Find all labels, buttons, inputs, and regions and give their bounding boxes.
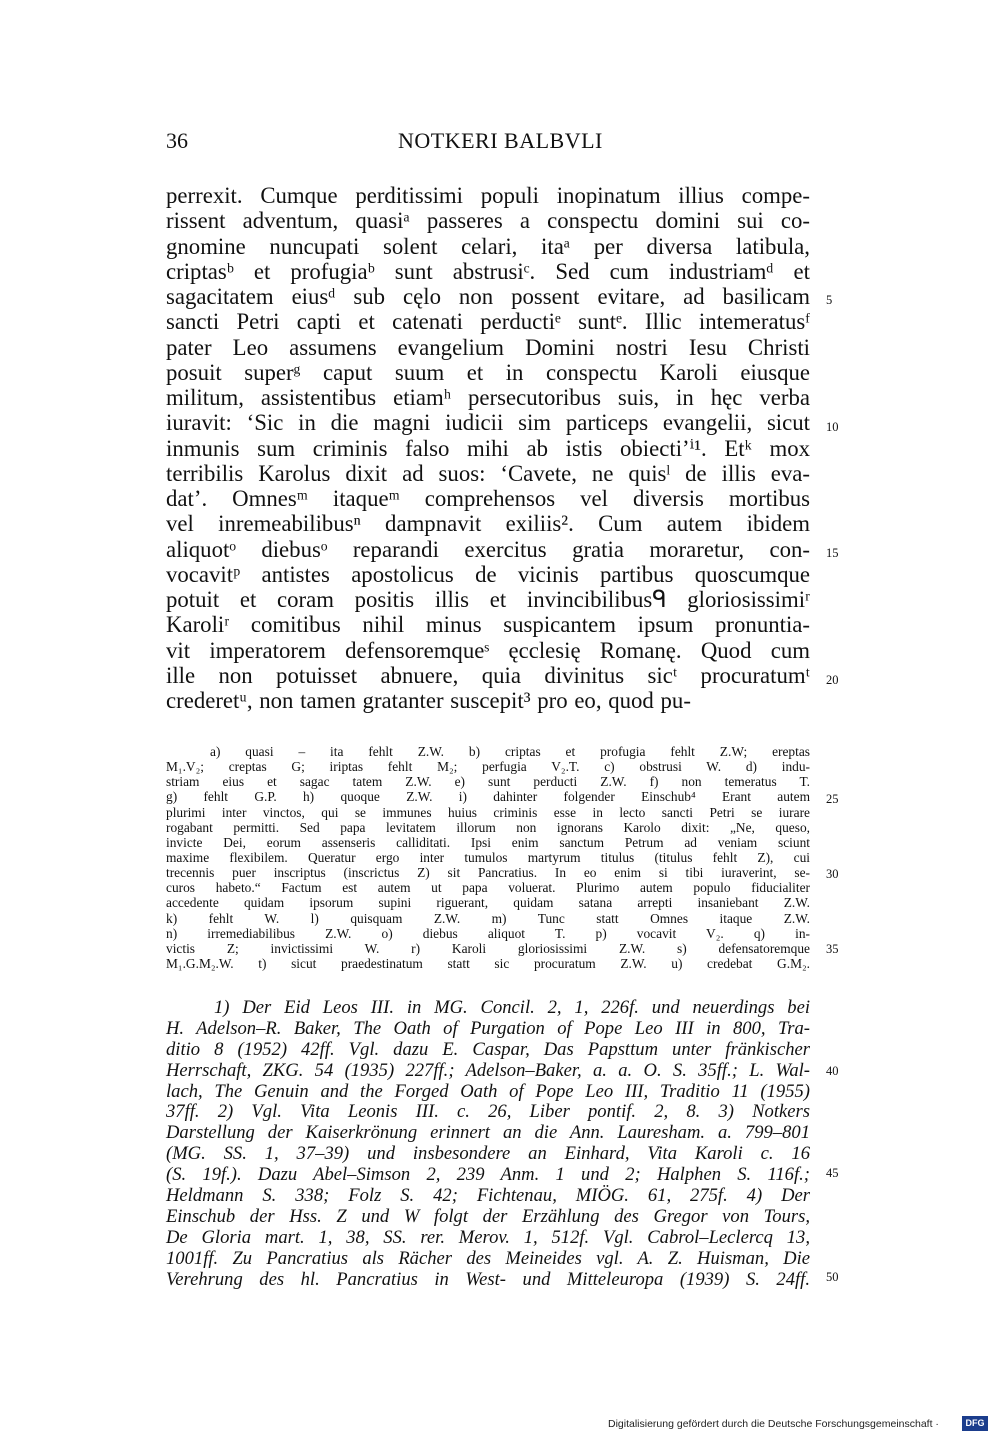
footnote-line: Herrschaft, ZKG. 54 (1935) 227ff.; Adelson–Baker, a. a. O. S. 35ff.; L. Wal- [166, 1059, 810, 1081]
apparatus-line: k) fehlt W. l) quisquam Z.W. m) Tunc statt Omnes itaque Z.W. [166, 910, 810, 926]
line-number: 10 [826, 420, 839, 434]
apparatus-line: plurimi inter vinctos, qui se immunes huius criminis esse in lecto sancti Petri se iurare [166, 804, 810, 820]
line-number: 20 [826, 673, 839, 687]
apparatus-line: invicte Dei, eorum assenseris calliditati. Ipsi enim sanctum Petrum ad veniam sciunt [166, 834, 810, 850]
main-line: militum, assistentibus etiamʰ persecutoribus suis, in hęc verba [166, 385, 810, 410]
footnote-line: lach, The Genuin and the Forged Oath of Pope Leo III, Traditio 11 (1955) [166, 1080, 810, 1102]
line-number: 45 [826, 1166, 839, 1180]
line-number: 40 [826, 1064, 839, 1078]
main-line: sagacitatem eiusᵈ sub cęlo non possent evitare, ad basilicam [166, 284, 810, 309]
main-line: criptasᵇ et profugiaᵇ sunt abstrusiᶜ. Sed cum industriamᵈ et [166, 258, 810, 284]
line-number: 30 [826, 867, 839, 881]
page-number: 36 [166, 128, 188, 153]
running-title: NOTKERI BALBVLI [398, 128, 603, 153]
footnote-line: (S. 19f.). Dazu Abel–Simson 2, 239 Anm. 1 und 2; Halphen S. 116f.; [166, 1164, 810, 1186]
apparatus-line: victis Z; invictissimi W. r) Karoli gloriosissimi Z.W. s) defensatoremque [166, 940, 810, 956]
apparatus-line: rogabant permitti. Sed papa levitatem illorum non ignorans Karolo dixit: „Ne, queso, [166, 819, 810, 835]
main-line: gnomine nuncupati solent celari, itaᵃ per diversa latibula, [166, 233, 810, 259]
apparatus-line: n) irremediabilibus Z.W. o) diebus aliquot T. p) vocavit V₂. q) in- [166, 925, 810, 941]
footnotes [166, 998, 810, 1290]
critical-apparatus [166, 744, 810, 971]
footnote-line: Einschub der Hss. Z und W folgt der Erzählung des Gregor von Tours, [166, 1205, 810, 1227]
main-line: aliquotᵒ diebusᵒ reparandi exercitus gratia moraretur, con- [166, 536, 810, 562]
main-line: ille non potuisset abnuere, quia divinitus sicᵗ procuratumᵗ [166, 662, 810, 688]
main-line: potuit et coram positis illis et invincibilibusᑫ gloriosissimiʳ [166, 587, 810, 612]
apparatus-line: a) quasi – ita fehlt Z.W. b) criptas et profugia fehlt Z.W; ereptas [210, 744, 810, 759]
footnote-line: (MG. SS. 1, 37–39) und insbesondere an Einhard, Vita Karoli c. 16 [166, 1143, 810, 1165]
line-number: 35 [826, 942, 839, 956]
footnote-line: H. Adelson–R. Baker, The Oath of Purgation of Pope Leo III in 800, Tra- [166, 1017, 810, 1039]
main-line: posuit superᵍ caput suum et in conspectu Karoli eiusque [166, 359, 810, 385]
footnote-line: ditio 8 (1952) 42ff. Vgl. dazu E. Caspar, Das Papsttum unter fränkischer [166, 1038, 810, 1060]
apparatus-line: striam eius et sagac tatem Z.W. e) sunt perducti Z.W. f) non temeratus T. [166, 774, 810, 790]
footnote-line: 1) Der Eid Leos III. in MG. Concil. 2, 1, 226f. und neuerdings bei [214, 997, 810, 1018]
line-number: 5 [826, 293, 833, 307]
apparatus-line: g) fehlt G.P. h) quoque Z.W. i) dahinter folgender Einschub⁴ Erant autem [166, 789, 810, 805]
main-text [166, 183, 810, 713]
main-line: iuravit: ‘Sic in die magni iudicii sim particeps evangelii, sicut [166, 410, 810, 436]
digitization-credit: Digitalisierung gefördert durch die Deutsche Forschungsgemeinschaft · [608, 1418, 939, 1430]
apparatus-line: maxime flexibilem. Queratur ergo inter tumulos martyrum titulus (titulus fehlt Z), cui [166, 849, 810, 865]
footnote-line: Heldmann S. 338; Folz S. 42; Fichtenau, MIÖG. 61, 275f. 4) Der [166, 1185, 810, 1207]
line-number: 25 [826, 792, 839, 806]
main-line: vel inremeabilibusⁿ dampnavit exiliis². Cum autem ibidem [166, 511, 810, 537]
main-line: perrexit. Cumque perditissimi populi inopinatum illius compe- [166, 183, 810, 208]
main-line: inmunis sum criminis falso mihi ab istis obiecti’ⁱ¹. Etᵏ mox [166, 435, 810, 461]
main-line: rissent adventum, quasiᵃ passeres a conspectu domini sui co- [166, 208, 810, 234]
apparatus-line: M₁.G.M₂.W. t) sicut praedestinatum statt sic procuratum Z.W. u) credebat G.M₂. [166, 955, 810, 971]
footnote-line: De Gloria mart. 1, 38, SS. rer. Merov. 1, 512f. Vgl. Cabrol–Leclercq 13, [166, 1226, 810, 1248]
main-line: dat’. Omnesᵐ itaqueᵐ comprehensos vel diversis mortibus [166, 486, 810, 511]
apparatus-line: accedente quidam ipsorum supini riguerant, quidam satana arrepti insaniebant Z.W. [166, 895, 810, 911]
main-line: vocavitᵖ antistes apostolicus de vicinis partibus quoscumque [166, 561, 810, 587]
footnote-line: 1001ff. Zu Pancratius als Rächer des Meineides vgl. A. Z. Huisman, Die [166, 1247, 810, 1269]
main-line: crederetᵘ, non tamen gratanter suscepit³ pro eo, quod pu- [166, 688, 691, 713]
apparatus-line: M₁.V₂; creptas G; iriptas fehlt M₂; perfugia V₂.T. c) obstrusi W. d) indu- [166, 759, 810, 775]
footnote-line: 37ff. 2) Vgl. Vita Leonis III. c. 26, Liber pontif. 2, 8. 3) Notkers [166, 1101, 810, 1123]
main-line: terribilis Karolus dixit ad suos: ‘Cavete, ne quisˡ de illis eva- [166, 460, 810, 486]
line-number: 50 [826, 1270, 839, 1284]
main-line: pater Leo assumens evangelium Domini nostri Iesu Christi [166, 334, 810, 360]
line-number: 15 [826, 546, 839, 560]
footnote-line: Verehrung des hl. Pancratius in West- und Mitteleuropa (1939) S. 24ff. [166, 1268, 810, 1290]
dfg-logo: DFG [962, 1416, 988, 1431]
main-line: Karoliʳ comitibus nihil minus suspicantem ipsum pronuntia- [166, 612, 810, 638]
main-line: vit imperatorem defensoremqueˢ ęcclesię Romanę. Quod cum [166, 637, 810, 663]
apparatus-line: curos habeto.“ Factum est autem ut papa voluerat. Plurimo autem populo fiducialiter [166, 880, 810, 896]
footnote-line: Darstellung der Kaiserkrönung erinnert an die Ann. Lauresham. a. 799–801 [166, 1122, 810, 1144]
apparatus-line: trecennis puer inscriptus (inscrictus Z) sit Pancratius. In eo enim si tibi iuraverint, se- [166, 865, 810, 881]
main-line: sancti Petri capti et catenati perductiᵉ suntᵉ. Illic intemeratusᶠ [166, 309, 810, 335]
